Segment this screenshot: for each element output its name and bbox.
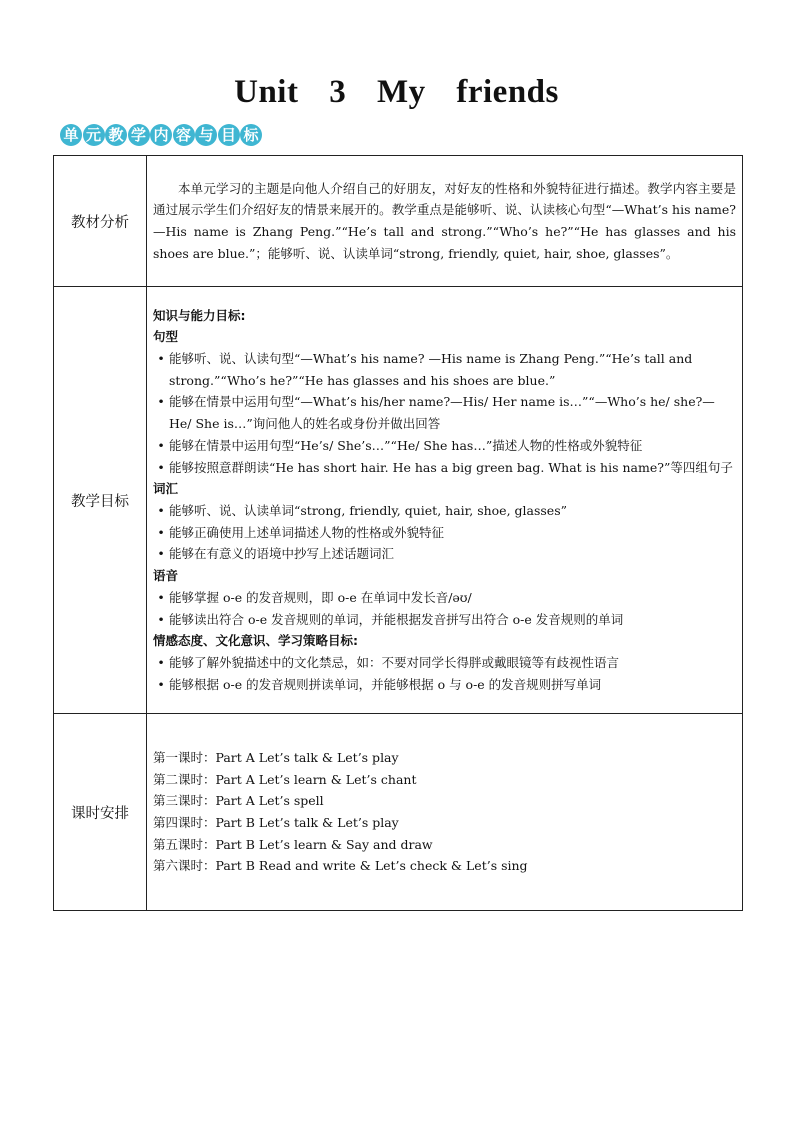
bullet-dot: • bbox=[157, 676, 165, 692]
vocab-heading: 词汇 bbox=[153, 481, 179, 497]
list-item bbox=[153, 457, 736, 479]
list-item-text: 能够听、说、认读单词“strong, friendly, quiet, hair, shoe, glasses” bbox=[169, 503, 568, 518]
banner-char: 学 bbox=[128, 124, 150, 146]
list-item-text: 能够了解外貌描述中的文化禁忌，如：不要对同学长得胖或戴眼镜等有歧视性语言 bbox=[169, 654, 620, 670]
bullet-dot: • bbox=[157, 524, 165, 540]
list-item-text: 能够在情景中运用句型“He’s/ She’s…”“He/ She has…”描述人物的性格或外貌特征 bbox=[169, 437, 643, 453]
page-title: Unit 3 My friends bbox=[234, 74, 559, 110]
banner-char: 教 bbox=[105, 124, 127, 146]
list-item bbox=[153, 674, 736, 696]
lesson-item: 第三课时：Part A Let’s spell bbox=[153, 793, 324, 809]
list-item-text: 能够正确使用上述单词描述人物的性格或外貌特征 bbox=[169, 524, 445, 540]
bullet-dot: • bbox=[157, 611, 165, 627]
banner-char: 内 bbox=[150, 124, 172, 146]
banner-char: 元 bbox=[83, 124, 105, 146]
list-item-text: 能够掌握 o-e 的发音规则，即 o-e 在单词中发长音/əʊ/ bbox=[169, 589, 472, 605]
sentence-heading: 句型 bbox=[153, 329, 179, 345]
bullet-dot: • bbox=[157, 589, 165, 605]
knowledge-heading: 知识与能力目标: bbox=[153, 307, 246, 323]
objectives-cell bbox=[147, 287, 743, 714]
list-item bbox=[153, 348, 736, 391]
banner-char: 容 bbox=[173, 124, 195, 146]
banner-char: 标 bbox=[240, 124, 262, 146]
list-item bbox=[153, 609, 736, 631]
banner-char: 目 bbox=[218, 124, 240, 146]
affect-heading: 情感态度、文化意识、学习策略目标: bbox=[153, 633, 358, 649]
list-item bbox=[153, 391, 736, 434]
phonics-heading: 语音 bbox=[153, 568, 179, 584]
lesson-item: 第一课时：Part A Let’s talk & Let’s play bbox=[153, 749, 399, 765]
list-item bbox=[153, 500, 736, 522]
list-item-text: 能够听、说、认读句型“—What’s his name? —His name is Zhang Peng.”“He’s tall and strong.”“Who’s he?”“He has glasses and his shoes are blue.” bbox=[169, 351, 693, 388]
row-label-schedule: 课时安排 bbox=[54, 714, 147, 911]
unit-plan-table bbox=[53, 155, 743, 911]
section-banner bbox=[60, 124, 263, 150]
analysis-text: 本单元学习的主题是向他人介绍自己的好朋友，对好友的性格和外貌特征进行描述。教学内容主要是通过展示学生们介绍好友的情景来展开的。教学重点是能够听、说、认读核心句型“—What’s his name? —His name is Zhang Peng.”“He’s tall and strong.”“Who’s he?”“He has glasses and his shoes are blue.”；能够听、说、认读单词“strong, friendly, quiet, hair, shoe, glasses”。 bbox=[153, 180, 736, 261]
table-row-analysis bbox=[54, 156, 743, 287]
bullet-dot: • bbox=[157, 351, 165, 367]
list-item bbox=[153, 522, 736, 544]
list-item-text: 能够在有意义的语境中抄写上述话题词汇 bbox=[169, 546, 395, 562]
list-item bbox=[153, 543, 736, 565]
analysis-cell bbox=[147, 156, 743, 287]
row-label-objectives: 教学目标 bbox=[54, 287, 147, 714]
lesson-item: 第六课时：Part B Read and write & Let’s check & Let’s sing bbox=[153, 858, 528, 874]
list-item-text: 能够读出符合 o-e 发音规则的单词，并能根据发音拼写出符合 o-e 发音规则的单词 bbox=[169, 611, 624, 627]
bullet-dot: • bbox=[157, 394, 165, 410]
schedule-cell bbox=[147, 714, 743, 911]
table-row-schedule bbox=[54, 714, 743, 911]
list-item bbox=[153, 435, 736, 457]
list-item-text: 能够在情景中运用句型“—What’s his/her name?—His/ Her name is…”“—Who’s he/ she?—He/ She is…”询问他人的姓名或身份并做出回答 bbox=[169, 394, 715, 432]
list-item-text: 能够按照意群朗读“He has short hair. He has a big green bag. What is his name?”等四组句子 bbox=[169, 459, 733, 475]
bullet-dot: • bbox=[157, 437, 165, 453]
lesson-item: 第四课时：Part B Let’s talk & Let’s play bbox=[153, 815, 399, 830]
lesson-item: 第二课时：Part A Let’s learn & Let’s chant bbox=[153, 771, 417, 787]
list-item bbox=[153, 652, 736, 674]
banner-char: 单 bbox=[60, 124, 82, 146]
banner-char: 与 bbox=[195, 124, 217, 146]
list-item-text: 能够根据 o-e 的发音规则拼读单词，并能够根据 o 与 o-e 的发音规则拼写单词 bbox=[169, 676, 602, 692]
lesson-item: 第五课时：Part B Let’s learn & Say and draw bbox=[153, 836, 433, 852]
bullet-dot: • bbox=[157, 459, 165, 475]
bullet-dot: • bbox=[157, 654, 165, 670]
table-row-objectives bbox=[54, 287, 743, 714]
list-item bbox=[153, 587, 736, 609]
row-label-analysis: 教材分析 bbox=[54, 156, 147, 287]
bullet-dot: • bbox=[157, 546, 165, 562]
bullet-dot: • bbox=[157, 503, 165, 518]
